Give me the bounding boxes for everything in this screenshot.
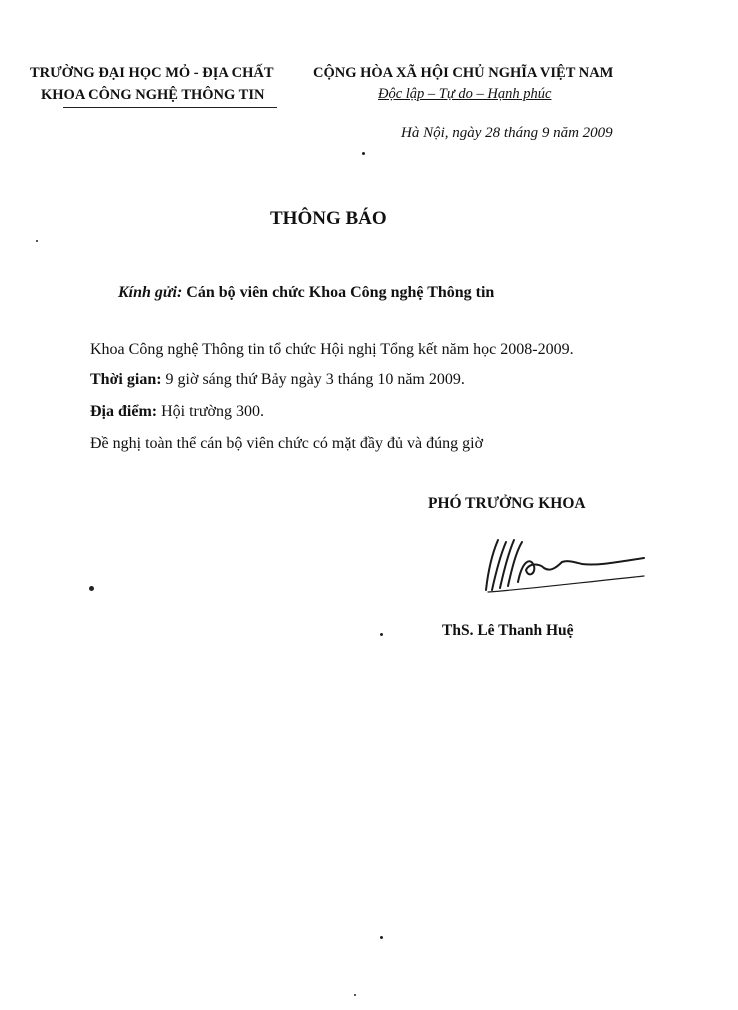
body-paragraph-request: Đề nghị toàn thể cán bộ viên chức có mặt đầy đủ và đúng giờ [90,435,484,452]
signature-image [478,532,648,594]
signer-title: PHÓ TRƯỞNG KHOA [428,495,586,512]
place-and-date: Hà Nội, ngày 28 tháng 9 năm 2009 [401,125,613,141]
scan-speck [36,240,38,242]
scan-speck [354,994,356,996]
national-motto: Độc lập – Tự do – Hạnh phúc [378,86,552,102]
time-label: Thời gian: [90,371,162,388]
document-title: THÔNG BÁO [270,208,387,229]
time-line [90,371,465,389]
place-value: Hội trường 300. [161,403,265,420]
department-underline [63,107,277,108]
time-value: 9 giờ sáng thứ Bảy ngày 3 tháng 10 năm 2009. [165,371,465,388]
department-name: KHOA CÔNG NGHỆ THÔNG TIN [41,87,265,103]
place-line [90,403,264,421]
recipient-label: Kính gửi: [118,284,183,301]
scan-speck [380,633,383,636]
scan-speck [89,586,94,591]
place-label: Địa điểm: [90,403,158,420]
body-paragraph-1: Khoa Công nghệ Thông tin tổ chức Hội nghị Tổng kết năm học 2008-2009. [90,341,574,358]
signer-name: ThS. Lê Thanh Huệ [442,622,574,639]
recipient-line [118,284,494,302]
recipient-value: Cán bộ viên chức Khoa Công nghệ Thông tin [186,284,495,301]
organization-name: TRƯỜNG ĐẠI HỌC MỎ - ĐỊA CHẤT [30,65,274,81]
national-title: CỘNG HÒA XÃ HỘI CHỦ NGHĨA VIỆT NAM [313,65,614,81]
scan-speck [362,152,365,155]
scan-speck [380,936,383,939]
